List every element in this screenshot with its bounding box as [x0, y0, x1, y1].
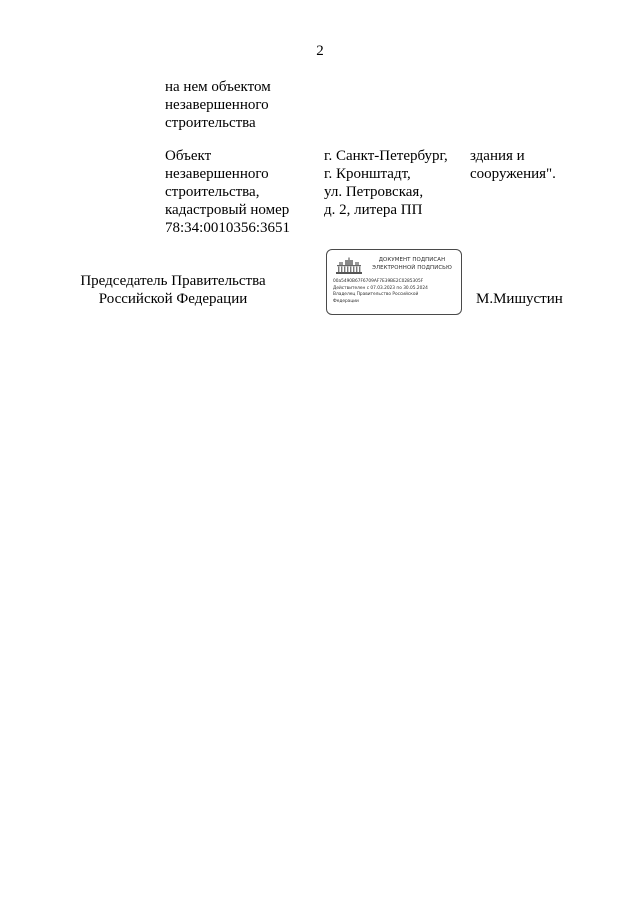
address-line: ул. Петровская,: [324, 184, 424, 200]
stamp-title-line: ДОКУМЕНТ ПОДПИСАН: [378, 257, 446, 263]
signatory-position-line: Российской Федерации: [98, 291, 248, 307]
continuation-line: незавершенного: [165, 97, 269, 113]
certificate-owner: Федерации: [333, 298, 359, 304]
electronic-signature-stamp: [326, 249, 462, 315]
address-cell: [324, 147, 448, 219]
certificate-owner: Владелец Правительство Российской: [333, 292, 419, 298]
signatory-position: [80, 272, 266, 308]
object-line: Объект: [165, 148, 212, 164]
object-line: кадастровый номер: [165, 202, 290, 218]
address-line: д. 2, литера ПП: [324, 202, 423, 218]
cadastral-number: 78:34:0010356:3651: [165, 220, 291, 236]
certificate-validity: Действителен с 07.03.2023 по 30.05.2024: [333, 285, 428, 291]
purpose-line: здания и: [470, 148, 525, 164]
object-line: незавершенного: [165, 166, 269, 182]
address-line: г. Санкт-Петербург,: [324, 148, 448, 164]
certificate-number: 00a5490B67F6709AF7E39BE2C0285305F: [333, 279, 424, 284]
stamp-title-line: ЭЛЕКТРОННОЙ ПОДПИСЬЮ: [372, 265, 452, 271]
building-emblem-icon: [335, 257, 363, 275]
signatory-name: М.Мишустин: [476, 291, 563, 307]
purpose-cell: [470, 147, 556, 183]
object-cell: [165, 147, 290, 237]
address-line: г. Кронштадт,: [324, 166, 411, 182]
continuation-text: [165, 78, 271, 132]
page-number: 2: [316, 43, 324, 59]
continuation-line: строительства: [165, 115, 256, 131]
signatory-position-line: Председатель Правительства: [80, 273, 266, 289]
object-line: строительства,: [165, 184, 260, 200]
stamp-details: [333, 279, 459, 305]
continuation-line: на нем объектом: [165, 79, 271, 95]
purpose-line: сооружения".: [470, 166, 556, 182]
stamp-title: [365, 256, 459, 272]
